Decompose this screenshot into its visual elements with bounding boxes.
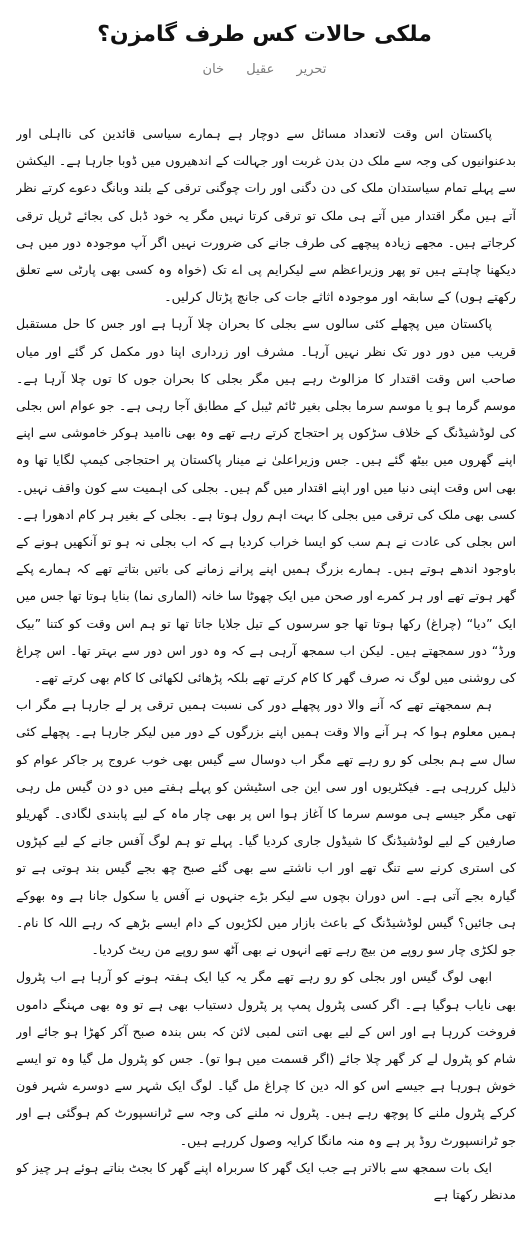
article-title: ملکی حالات کس طرف گامزن؟ [97, 22, 432, 47]
paragraph: ابھی لوگ گیس اور بجلی کو رو رہے تھے مگر یہ کیا ایک ہفتہ ہونے کو آرہا ہے اب پٹرول بھی نایاب ہوگیا ہے۔ اگر کسی پٹرول پمپ پر پٹرول دستیاب بھی ہے تو وہ بھی مہنگے داموں فروخت کررہا ہے اور اس کے لیے بھی اتنی لمبی لائن کہ بس بندہ صبح آکر کھڑا ہو جائے اور شام کو پٹرول لے کر گھر چلا جائے (اگر قسمت میں ہوا تو)۔ جس کو پٹرول مل گیا وہ تو ایسے خوش ہورہا ہے جیسے اس کو الہ دین کا چراغ مل گیا۔ لوگ ایک شہر سے دوسرے شہر فون کرکے پٹرول ملنے کا پوچھ رہے ہیں۔ پٹرول نہ ملنے کی وجہ سے ٹرانسپورٹ کم ہوگئی ہے اور جو ٹرانسپورٹ روڈ پر ہے وہ منہ مانگا کرایہ وصول کررہے ہیں۔ [16, 969, 516, 1148]
paragraph: پاکستان میں پچھلے کئی سالوں سے بجلی کا بحران چلا آرہا ہے اور جس کا حل مستقبل قریب میں دور دور تک نظر نہیں آرہا۔ مشرف اور زرداری اپنا دور مکمل کر گئے اور میاں صاحب اس وقت اقتدار کا مزالوٹ رہے ہیں مگر بجلی کا بحران جوں کا توں چلا آرہا ہے۔ موسم گرما ہو یا موسم سرما بجلی بغیر ٹائم ٹیبل کے مطابق آجا رہی ہے۔ جو عوام اس بجلی کی لوڈشیڈنگ کے خلاف سڑکوں پر احتجاج کرتے رہے تھے وہ بھی ناامید ہوکر خاموشی سے اپنے اپنے گھروں میں بیٹھ گئے ہیں۔ جس وزیراعلیٰ نے مینار پاکستان پر احتجاجی کیمپ لگایا تھا وہ بھی اس وقت اپنی دنیا میں اور اپنے اقتدار میں گم ہیں۔ بجلی کی اہمیت سے کون واقف نہیں۔ کسی بھی ملک کی ترقی میں بجلی کا بہت اہم رول ہوتا ہے۔ بجلی کے بغیر ہر کام ادھورا ہے۔ اس بجلی کی عادت نے ہم سب کو ایسا خراب کردیا ہے کہ اب بجلی نہ ہو تو آنکھیں ہونے کے باوجود اندھے ہوتے ہیں۔ ہمارے بزرگ ہمیں اپنے پرانے زمانے کی باتیں بتاتے تھے کہ ہمارے پکے گھر ہوتے تھے اور ہر کمرے اور صحن میں ایک چھوٹا سا خانہ (الماری نما) بنایا ہوتا تھا جس میں ایک ”دیا“ (چراغ) رکھا ہوتا تھا جو سرسوں کے تیل جلایا جاتا تھا تو ہم اس وقت کو کتنا ”بیک ورڈ“ دور سمجھتے ہیں۔ لیکن اب سمجھ آرہی ہے کہ وہ دور اس دور سے بہتر تھا۔ اس چراغ کی روشنی میں لوگ نہ صرف گھر کا کام کرتے تھے بلکہ پڑھائی لکھائی کا کام بھی کرتے تھے۔ [16, 316, 516, 686]
paragraph: پاکستان اس وقت لاتعداد مسائل سے دوچار ہے ہمارے سیاسی قائدین کی نااہلی اور بدعنوانیوں کی وجہ سے ملک دن بدن غربت اور جہالت کے اندھیروں میں ڈوبا جارہا ہے۔ الیکشن سے پہلے تمام سیاستدان ملک کی دن دگنی اور رات چوگنی ترقی کے بلند وبانگ دعوے کرتے نظر آتے ہیں مگر اقتدار میں آتے ہی ملک تو ترقی کرتا نہیں مگر یہ خود ڈبل کی بجائے ٹرپل ترقی کرجاتے ہیں۔ مجھے زیادہ پیچھے کی طرف جانے کی ضرورت نہیں اگر آپ موجودہ دور میں ہی دیکھنا چاہتے ہیں تو پھر وزیراعظم سے لیکرایم پی اے تک (خواہ وہ کسی بھی پارٹی سے تعلق رکھتے ہوں) کے سابقہ اور موجودہ اثاثے جات کی جانچ پڑتال کرلیں۔ [16, 126, 516, 305]
author-byline: تحریر عقیل خان [202, 62, 327, 77]
article-body [16, 120, 516, 1256]
paragraph: ایک بات سمجھ سے بالاتر ہے جب ایک گھر کا سربراہ اپنے گھر کا بجٹ بناتے ہوئے ہر چیز کو مدنظر رکھتا ہے [16, 1159, 516, 1202]
paragraph: ہم سمجھتے تھے کہ آنے والا دور پچھلے دور کی نسبت ہمیں ترقی پر لے جارہا ہے مگر اب ہمیں معلوم ہوا کہ ہر آنے والا وقت ہمیں اپنے بزرگوں کے دور میں لیکر جارہا ہے۔ پچھلے کئی سال سے ہم بجلی کو رو رہے تھے مگر اب دوسال سے گیس بھی خوب عروج پر جاکر عوام کو ذلیل کررہی ہے۔ فیکٹریوں اور سی این جی اسٹیشن کو پہلے ہفتے میں دو دن گیس مل رہی تھی مگر جیسے ہی موسم سرما کا آغاز ہوا اس پر بھی چار ماہ کے لیے پابندی لگادی۔ گھریلو صارفین کے لیے لوڈشیڈنگ کا شیڈول جاری کردیا گیا۔ پہلے تو ہم لوگ آفس جانے کے لیے کپڑوں کی استری کرنے سے تنگ تھے اور اب ناشتے سے بھی گئے صبح چھ بجے گیس بند ہوتی ہے تو گیارہ بجے آتی ہے۔ اس دوران بچوں سے لیکر بڑے جنہوں نے آفس یا سکول جانا ہے وہ بھوکے ہی جائیں؟ گیس لوڈشیڈنگ کے باعث بازار میں لکڑیوں کے دام ایسے بڑھے کہ رہے اللہ کا نام۔ جو لکڑی چار سو روپے من بیچ رہے تھے انہوں نے بھی آٹھ سو روپے من ریٹ کردیا۔ [16, 697, 516, 958]
